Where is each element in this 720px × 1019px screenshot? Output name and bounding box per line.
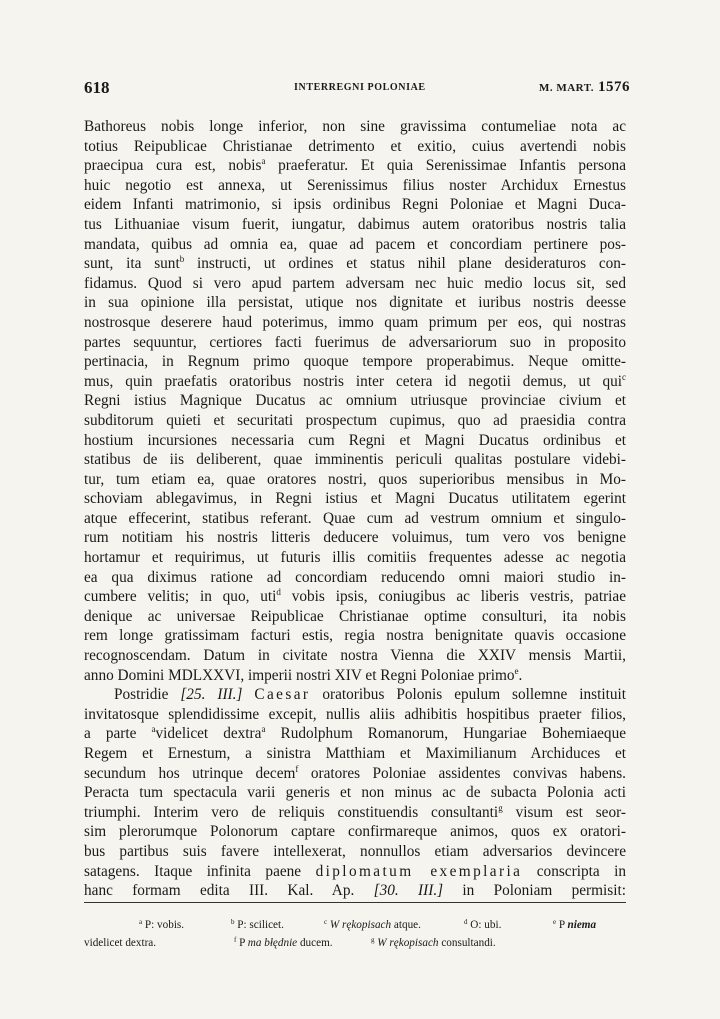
text-line: Bathoreus nobis longe inferior, non sine gravissima contumeliae nota ac <box>84 118 626 135</box>
editorial-date: [30. III.] <box>373 882 444 900</box>
text-line: hostium incursiones necessaria cum Regni et Magni Ducatus ordinibus et <box>84 431 626 449</box>
footnote-marker: a <box>151 724 156 735</box>
text-line: satagens. Itaque infinita paene diplomatum exemplaria conscripta in <box>84 862 626 880</box>
text-line: tur, tum etiam ea, quae oratores nostri, quos superioribus mensibus in Mo- <box>84 470 626 488</box>
text-line: a parte $^a$videlicet dextra$^a$ Rudolphum Romanorum, Hungariae Bohemiaeque <box>84 724 626 743</box>
footnote-row <box>84 916 626 934</box>
text-line: fidamus. Quod si vero apud partem adversam nec huic medio locus sit, sed <box>84 274 626 292</box>
footnote: $^f$ P ma błędnie ducem. <box>234 936 333 949</box>
text-line: Regem et Ernestum, a sinistra Matthiam et Maximilianum Archiduces et <box>84 745 626 762</box>
date-label: M. MART. <box>538 82 594 94</box>
body-text <box>84 117 626 901</box>
text-line: secundum hos utrinque decem$^f$ oratores Poloniae assidentes convivas habens. <box>84 763 626 782</box>
footnote: videlicet dextra. <box>84 937 157 949</box>
footnote-marker: e <box>514 665 519 676</box>
text-line: hortamur et requirimus, ut futuris illis comitiis frequentes adesse ac negotia <box>84 549 626 567</box>
text-line: cumbere velitis; in quo, uti$^d$ vobis ipsis, coniugibus ac liberis vestris, patriae <box>84 587 626 606</box>
text-line: invitatosque splendidissime excepit, nullis aliis adhibitis hospitibus praeter filios, <box>84 705 626 723</box>
text-line: Regni istius Magnique Ducatus ac omnium utriusque provinciae civium et <box>84 392 626 410</box>
footnote-marker: g <box>498 802 503 813</box>
text-line: praecipua cura est, nobis$^a$ praeferatur. Et quia Serenissimae Infantis persona <box>84 156 626 175</box>
text-line: Postridie [25. III.] Caesar oratoribus Polonis epulum sollemne instituit <box>114 686 626 704</box>
text-line: Peracta tum spectacula varii generis et non minus ac de subacta Polonia acti <box>84 784 626 802</box>
footnote: $^d$ O: ubi. <box>464 918 502 931</box>
footnote-marker: f <box>295 763 299 774</box>
text-line: partes sequuntur, certiores facti fuerimus de adversariorum suo in proposito <box>84 333 626 351</box>
footnote: $^e$ P niema <box>553 918 597 931</box>
text-line: eidem Infanti matrimonio, si ipsis ordinibus Regni Poloniae et Magni Duca- <box>84 196 626 214</box>
text-line: tus Lithuaniae visum fuerit, iungatur, dabimus autem oratoribus nostris talia <box>84 215 626 233</box>
text-line: denique ac universae Reipublicae Christianae optime consulturi, ita nobis <box>84 607 626 625</box>
text-line: totius Reipublicae Christianae detrimento et exitio, cuius avertendi nobis <box>84 137 626 155</box>
footnote-marker: c <box>622 371 626 382</box>
running-title: INTERREGNI POLONIAE <box>294 82 426 93</box>
text-line: pertinacia, in Regnum primo quoque tempore properabimus. Neque omitte- <box>84 353 626 371</box>
editorial-date: [25. III.] <box>180 686 243 704</box>
footnote-marker: b <box>179 254 185 265</box>
text-line: sim plerorumque Polonorum captare confirmareque animos, quos ex oratori- <box>84 823 626 841</box>
page-number: 618 <box>84 78 110 97</box>
text-line: mus, quin praefatis oratoribus nostris inter cetera id negotii demus, ut qui$^c$ <box>84 371 626 390</box>
footnote: $^b$ P: scilicet. <box>231 918 284 931</box>
text-line: schoviam ablegavimus, in Regni istius et Magni Ducatus utilitatem egerint <box>84 490 626 508</box>
text-line: rem longe gratissimam facturi estis, regia nostra benignitate quavis occasione <box>84 627 626 645</box>
text-line: mandata, quibus ad omnia ea, quae ad pacem et concordiam pertinere pos- <box>84 235 626 253</box>
text-line: statibus de iis deliberent, quae imminentis periculi qualitas postulare videbi- <box>84 451 626 469</box>
spaced-emphasis: diplomatum exemplaria <box>315 862 523 880</box>
text-line: triumphi. Interim vero de reliquis constituendis consultanti$^g$ visum est seor- <box>84 802 626 821</box>
date-heading <box>539 79 630 96</box>
text-line: sunt, ita sunt$^b$ instructi, ut ordines et status nihil plane desideraturos con- <box>84 254 626 273</box>
text-line: atque effecerint, statibus referant. Quae cum ad vestrum omnium et singulo- <box>84 509 626 527</box>
year: 1576 <box>598 79 630 95</box>
footnote: $^c$ W rękopisach atque. <box>324 918 421 931</box>
text-line: subditorum quieti et securitati prospectum cupimus, quo ad praesidia contra <box>84 411 626 429</box>
footnotes <box>84 916 626 952</box>
text-line: rum notitiam his nostris litteris deducere voluimus, tum vero vos benigne <box>84 529 626 547</box>
text-line: bus partibus suis favere intellexerat, nonnullos etiam adversarios devincere <box>84 842 626 860</box>
text-line: recognoscendam. Datum in civitate nostra Vienna die XXIV mensis Martii, <box>84 647 626 665</box>
footnote-rule <box>84 902 626 903</box>
footnote-marker: a <box>261 156 266 167</box>
text-line: anno Domini MDLXXVI, imperii nostri XIV et Regni Poloniae primo$^e$. <box>84 665 523 684</box>
text-line: hanc formam edita III. Kal. Ap. [30. III.] in Poloniam permisit: <box>84 882 626 900</box>
footnote: $^a$ P: vobis. <box>139 918 185 931</box>
page-header <box>84 78 630 98</box>
footnote-row <box>84 934 626 952</box>
text-line: huic negotio est annexa, ut Serenissimus filius noster Archidux Ernestus <box>84 176 626 194</box>
text-line: nostrosque deserere haud poterimus, immo quam primum per eos, qui nostras <box>84 313 626 331</box>
footnote: $^g$ W rękopisach consultandi. <box>371 936 496 949</box>
text-line: ea qua diximus ratione ad concordiam reducendo omni maiori studio in- <box>84 568 626 586</box>
footnote-marker: a <box>261 724 266 735</box>
footnote-marker: d <box>276 587 281 598</box>
spaced-emphasis: Caesar <box>254 686 311 704</box>
text-line: in sua opinione illa persistat, utique nos dignitate et iuribus nostris deesse <box>84 294 626 312</box>
